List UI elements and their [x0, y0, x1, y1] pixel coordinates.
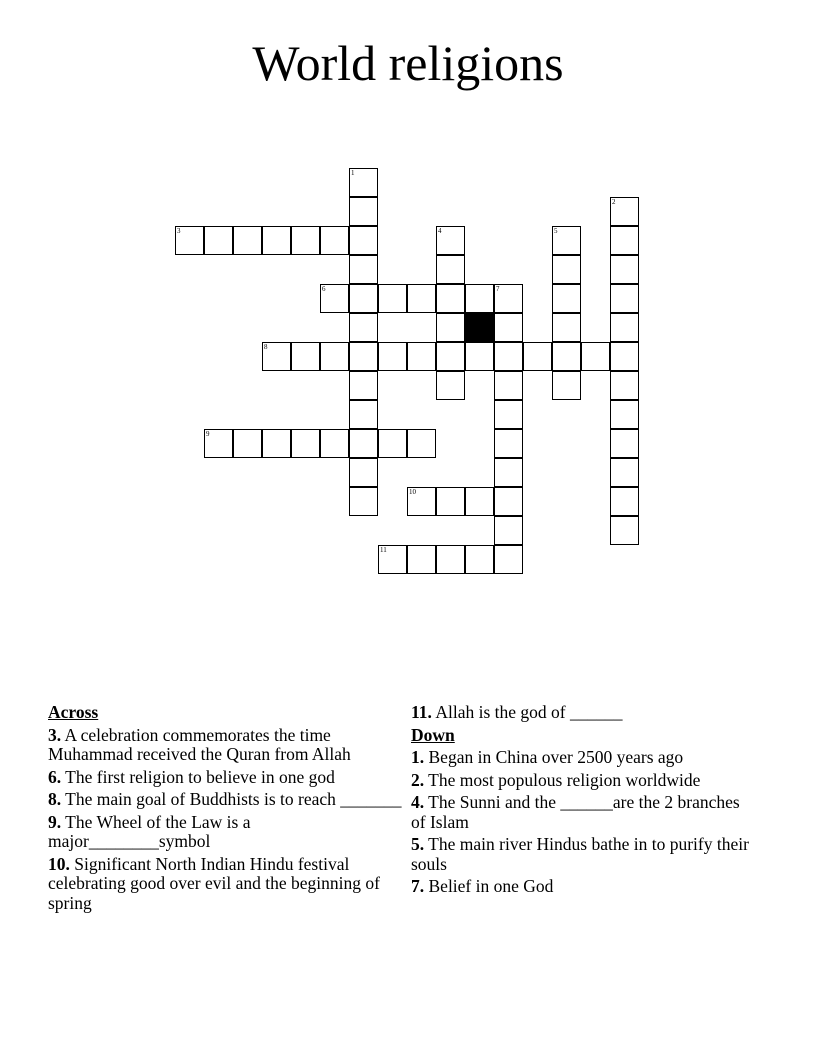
clue-text: The most populous religion worldwide [424, 769, 701, 790]
grid-cell[interactable] [610, 197, 639, 226]
grid-cell[interactable] [233, 226, 262, 255]
clue-across-10 [48, 855, 406, 914]
grid-cell[interactable] [349, 255, 378, 284]
grid-cell[interactable] [494, 371, 523, 400]
cell-number: 9 [206, 430, 210, 438]
grid-cell[interactable] [262, 342, 291, 371]
grid-cell[interactable] [320, 429, 349, 458]
grid-cell[interactable] [407, 545, 436, 574]
grid-cell[interactable] [349, 197, 378, 226]
grid-cell[interactable] [204, 429, 233, 458]
grid-cell[interactable] [407, 284, 436, 313]
grid-cell[interactable] [378, 342, 407, 371]
grid-cell[interactable] [349, 371, 378, 400]
grid-cell[interactable] [436, 545, 465, 574]
grid-cell[interactable] [349, 400, 378, 429]
grid-cell[interactable] [581, 342, 610, 371]
grid-cell[interactable] [436, 226, 465, 255]
clue-text: The Wheel of the Law is a major________symbol [48, 811, 251, 851]
grid-cell[interactable] [610, 400, 639, 429]
clue-text: The first religion to believe in one god [61, 766, 335, 787]
cell-number: 11 [380, 546, 387, 554]
grid-cell[interactable] [407, 342, 436, 371]
black-square [465, 313, 494, 342]
page-title: World religions [252, 35, 564, 91]
grid-cell[interactable] [494, 400, 523, 429]
grid-cell[interactable] [378, 429, 407, 458]
grid-cell[interactable] [204, 226, 233, 255]
grid-cell[interactable] [610, 458, 639, 487]
clue-down-2 [411, 771, 751, 791]
grid-cell[interactable] [552, 255, 581, 284]
grid-cell[interactable] [494, 545, 523, 574]
clue-across-9 [48, 813, 406, 852]
grid-cell[interactable] [552, 313, 581, 342]
clue-down-5 [411, 835, 751, 874]
cell-number: 10 [409, 488, 416, 496]
clue-text: Belief in one God [424, 876, 554, 896]
grid-cell[interactable] [436, 371, 465, 400]
grid-cell[interactable] [349, 342, 378, 371]
clues-right-column [411, 703, 751, 900]
grid-cell[interactable] [291, 429, 320, 458]
grid-cell[interactable] [610, 255, 639, 284]
clue-text: Began in China over 2500 years ago [424, 747, 684, 767]
across-heading: Across [48, 702, 99, 722]
clue-text: Significant North Indian Hindu festival celebrating good over evil and the beginning of spring [48, 853, 380, 913]
clue-text: Allah is the god of ______ [431, 702, 623, 722]
grid-cell[interactable] [610, 516, 639, 545]
grid-cell[interactable] [291, 226, 320, 255]
grid-cell[interactable] [465, 342, 494, 371]
down-heading: Down [411, 724, 455, 745]
cell-number: 1 [351, 169, 355, 177]
grid-cell[interactable] [552, 284, 581, 313]
grid-cell[interactable] [494, 429, 523, 458]
grid-cell[interactable] [465, 545, 494, 574]
clue-number: 4. [411, 792, 425, 812]
clue-number: 9. [48, 811, 62, 832]
grid-cell[interactable] [407, 487, 436, 516]
clue-text: The Sunni and the ______are the 2 branches of Islam [411, 792, 740, 832]
clue-across-8 [48, 790, 406, 810]
grid-cell[interactable] [494, 458, 523, 487]
clue-number: 10. [48, 853, 70, 874]
clue-text: The main goal of Buddhists is to reach _______ [61, 789, 402, 809]
grid-cell[interactable] [349, 313, 378, 342]
grid-cell[interactable] [349, 226, 378, 255]
grid-cell[interactable] [407, 429, 436, 458]
grid-cell[interactable] [610, 371, 639, 400]
grid-cell[interactable] [610, 429, 639, 458]
grid-cell[interactable] [349, 429, 378, 458]
grid-cell[interactable] [436, 284, 465, 313]
grid-cell[interactable] [610, 313, 639, 342]
grid-cell[interactable] [465, 487, 494, 516]
clue-number: 3. [48, 724, 62, 745]
grid-cell[interactable] [349, 458, 378, 487]
grid-cell[interactable] [349, 284, 378, 313]
cell-number: 7 [496, 285, 500, 293]
clue-number: 1. [411, 747, 425, 767]
grid-cell[interactable] [262, 226, 291, 255]
grid-cell[interactable] [320, 226, 349, 255]
clue-across-3 [48, 726, 406, 765]
grid-cell[interactable] [494, 313, 523, 342]
clues-left-column [48, 703, 406, 916]
cell-number: 8 [264, 343, 268, 351]
grid-cell[interactable] [465, 284, 494, 313]
grid-cell[interactable] [378, 284, 407, 313]
cell-number: 3 [177, 227, 181, 235]
grid-cell[interactable] [610, 226, 639, 255]
clue-number: 8. [48, 789, 62, 809]
grid-cell[interactable] [610, 342, 639, 371]
clue-down-7 [411, 877, 751, 897]
clue-number: 7. [411, 876, 425, 896]
grid-cell[interactable] [610, 284, 639, 313]
clue-number: 2. [411, 769, 425, 790]
grid-cell[interactable] [552, 226, 581, 255]
grid-cell[interactable] [436, 487, 465, 516]
grid-cell[interactable] [610, 487, 639, 516]
clue-text: The main river Hindus bathe in to purify their souls [411, 834, 749, 874]
grid-cell[interactable] [523, 342, 552, 371]
clue-number: 6. [48, 766, 62, 787]
grid-cell[interactable] [494, 284, 523, 313]
grid-cell[interactable] [233, 429, 262, 458]
cell-number: 4 [438, 227, 442, 235]
grid-cell[interactable] [552, 342, 581, 371]
grid-cell[interactable] [262, 429, 291, 458]
clue-text: A celebration commemorates the time Muhammad received the Quran from Allah [48, 724, 351, 764]
grid-cell[interactable] [436, 342, 465, 371]
cell-number: 5 [554, 227, 558, 235]
clue-across-11 [411, 703, 751, 723]
grid-cell[interactable] [436, 255, 465, 284]
grid-cell[interactable] [320, 342, 349, 371]
cell-number: 2 [612, 198, 616, 206]
grid-cell[interactable] [494, 487, 523, 516]
grid-cell[interactable] [349, 168, 378, 197]
clue-down-4 [411, 793, 751, 832]
clue-down-1 [411, 748, 751, 768]
grid-cell[interactable] [552, 371, 581, 400]
grid-cell[interactable] [175, 226, 204, 255]
clue-number: 5. [411, 834, 425, 854]
clue-number: 11. [411, 702, 432, 722]
grid-cell[interactable] [436, 313, 465, 342]
grid-cell[interactable] [291, 342, 320, 371]
cell-number: 6 [322, 285, 326, 293]
grid-cell[interactable] [349, 487, 378, 516]
grid-cell[interactable] [320, 284, 349, 313]
grid-cell[interactable] [494, 342, 523, 371]
grid-cell[interactable] [494, 516, 523, 545]
grid-cell[interactable] [378, 545, 407, 574]
clue-across-6 [48, 768, 406, 788]
